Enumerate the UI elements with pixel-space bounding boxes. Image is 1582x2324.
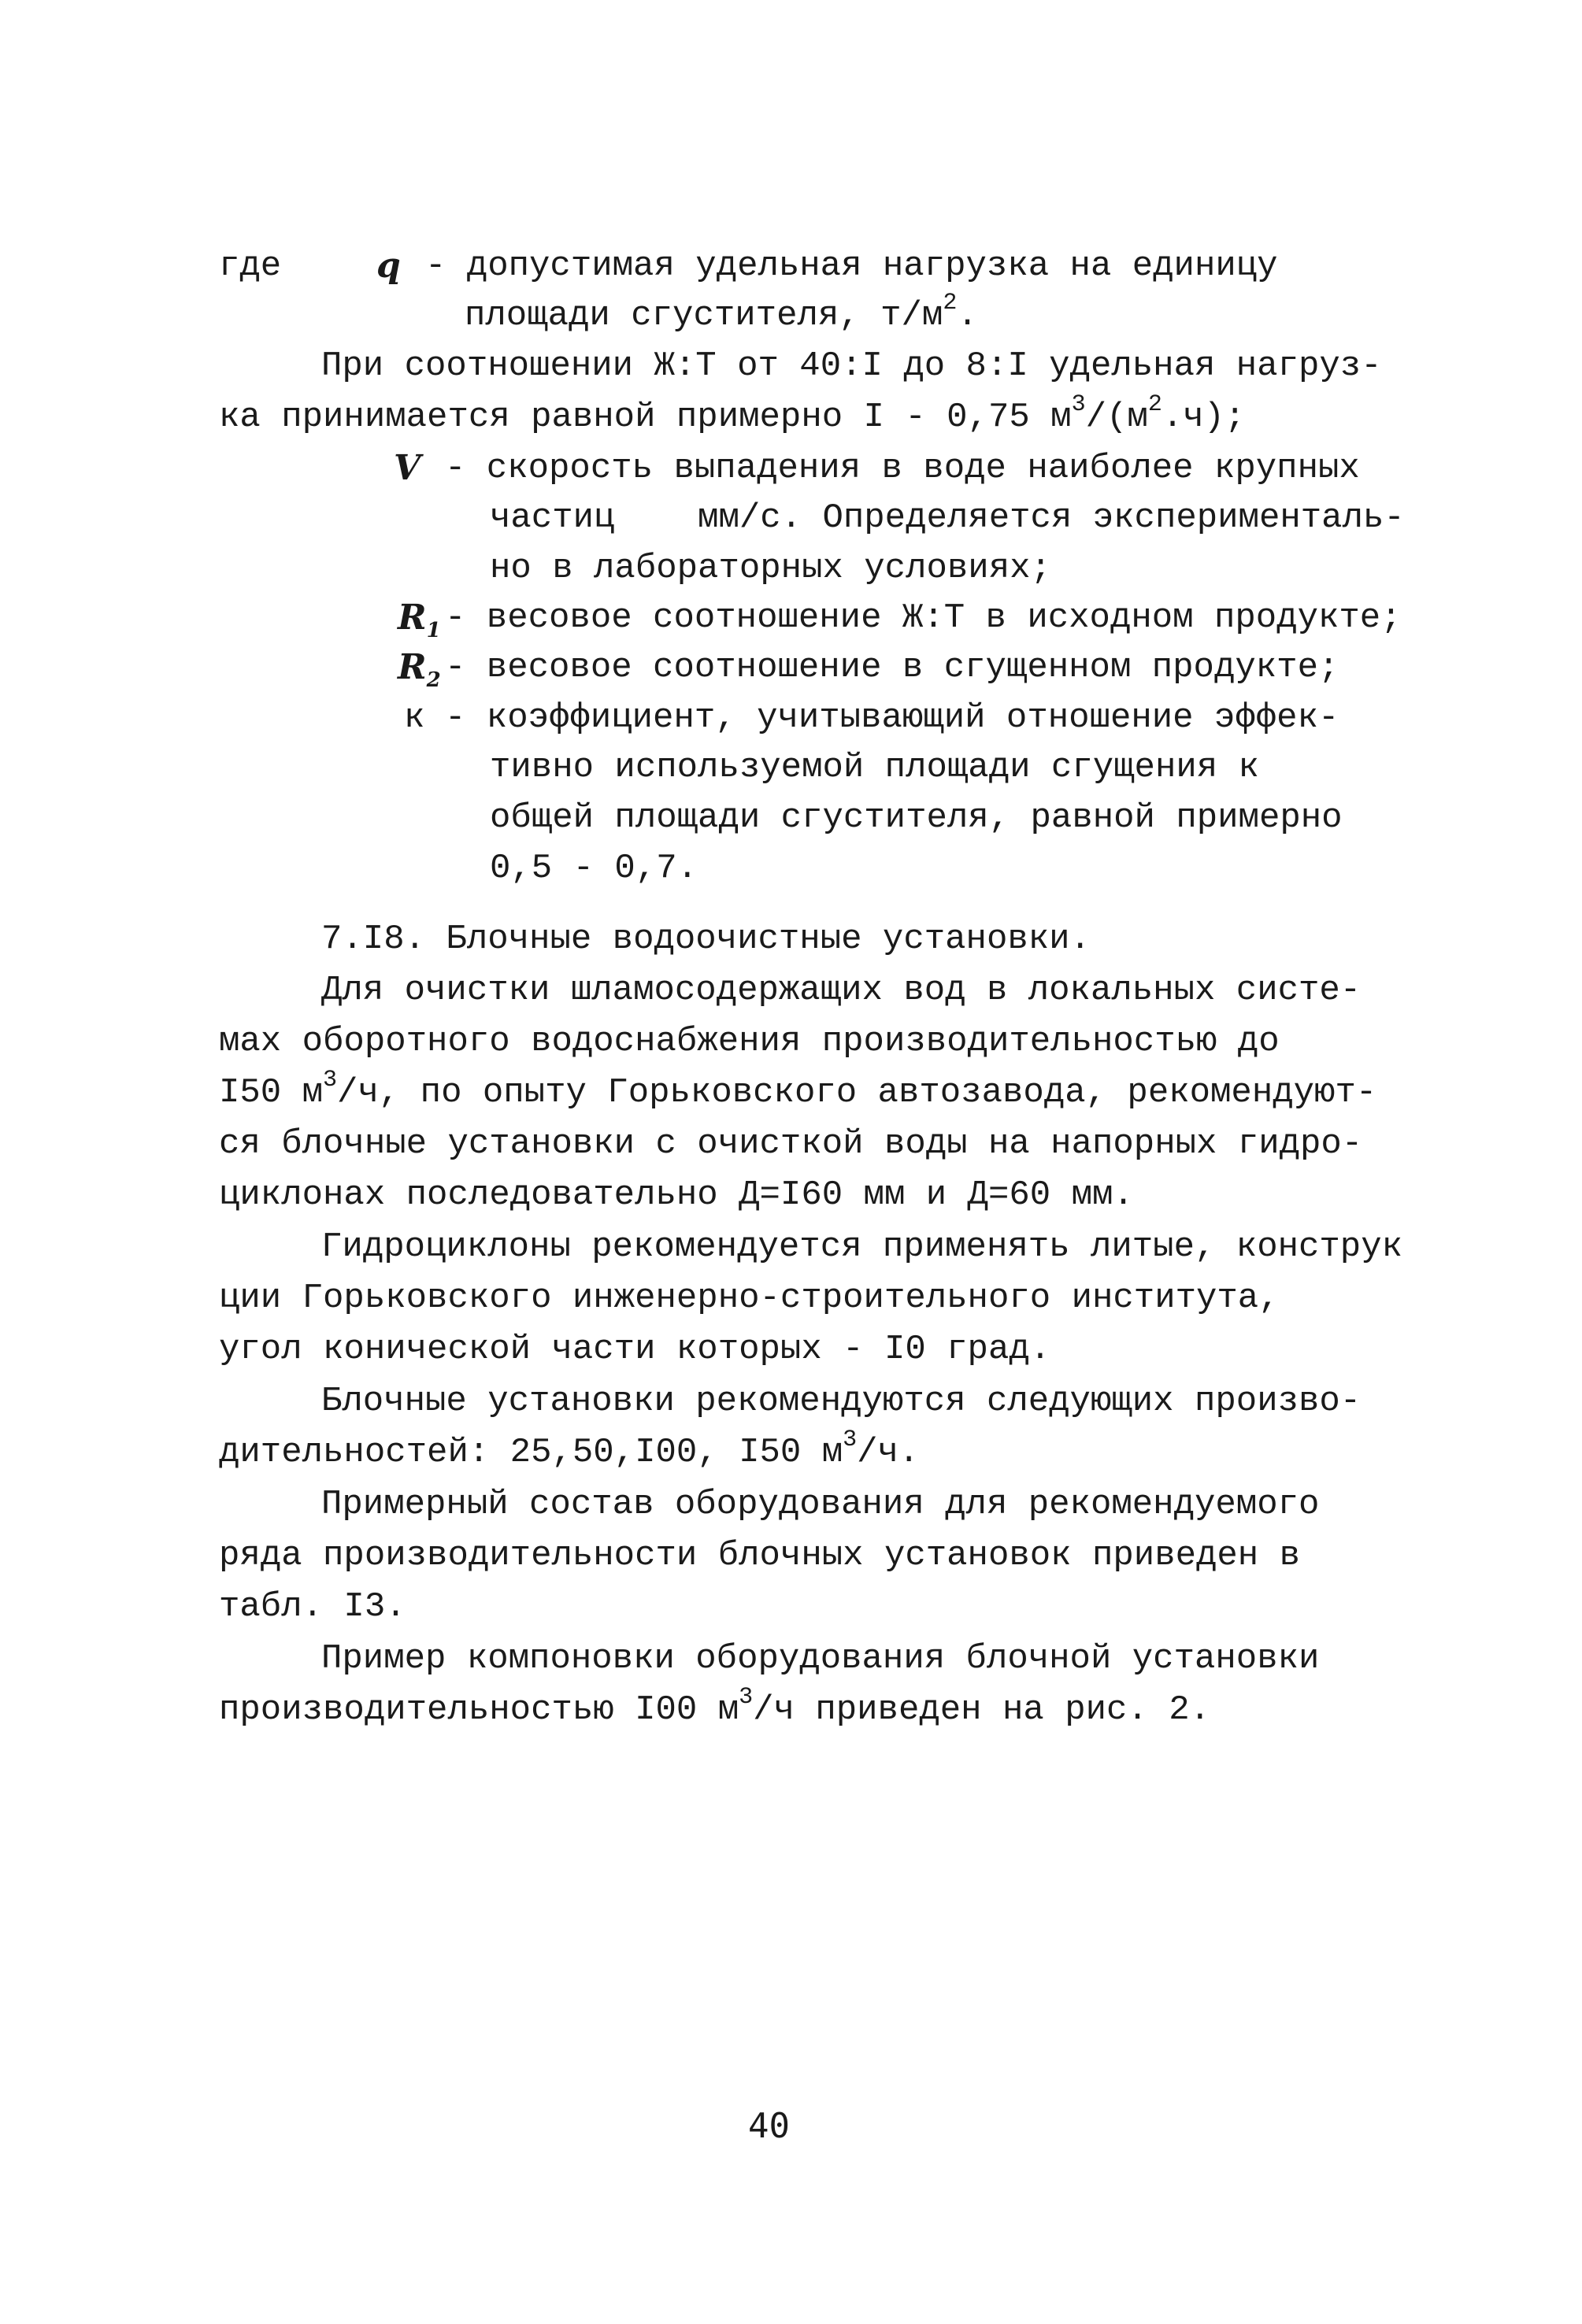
k-symbol: к: [404, 698, 425, 738]
p2-line-1: Гидроциклоны рекомендуется применять литые, конструк: [321, 1227, 1403, 1267]
p1-line-5: циклонах последовательно Д=I60 мм и Д=60 мм.: [219, 1175, 1134, 1215]
q-definition-cont: площади сгустителя, $т/м^2$.: [465, 290, 978, 335]
v-definition-3: но в лабораторных условиях;: [490, 549, 1051, 588]
r2-symbol: $R_2$: [398, 647, 441, 692]
r1-symbol: $R_1$: [398, 598, 441, 642]
r1-definition: - весовое соотношение Ж:Т в исходном продукте;: [445, 598, 1402, 638]
k-definition-4: 0,5 - 0,7.: [490, 849, 698, 888]
k-definition-2: тивно используемой площади сгущения к: [490, 748, 1259, 787]
p2-line-3: угол конической части которых - I0 град.: [219, 1330, 1051, 1369]
v-definition-1: - скорость выпадения в воде наиболее крупных: [445, 449, 1360, 488]
v-symbol: V: [394, 448, 421, 488]
v-definition-2: частиц мм/с. Определяется эксперименталь-: [490, 498, 1405, 538]
p1-line-2: мах оборотного водоснабжения производительностью до: [219, 1022, 1280, 1061]
p5-line-1: Пример компоновки оборудования блочной установки: [321, 1639, 1320, 1678]
p3-line-1: Блочные установки рекомендуются следующих произво-: [321, 1382, 1362, 1421]
ratio-line-1: При соотношении Ж:Т от 40:I до 8:I удельная нагруз-: [321, 346, 1382, 386]
where-label: где: [219, 246, 282, 286]
p3-line-2: дительностей: 25,50,I00, I50 $м^3/ч$.: [219, 1427, 920, 1472]
k-definition-3: общей площади сгустителя, равной примерно: [490, 798, 1343, 838]
p1-line-3: I50 $м^3/ч$, по опыту Горьковского автозавода, рекомендуют-: [219, 1067, 1377, 1112]
section-heading: 7.I8. Блочные водоочистные установки.: [321, 920, 1091, 959]
p4-line-3: табл. I3.: [219, 1587, 406, 1626]
p2-line-2: ции Горьковского инженерно-строительного института,: [219, 1279, 1280, 1318]
q-definition: - допустимая удельная нагрузка на единицу: [425, 246, 1278, 286]
r2-definition: - весовое соотношение в сгущенном продукте;: [445, 648, 1339, 687]
p5-line-2: производительностью I00 $м^3/ч$ приведен на рис. 2.: [219, 1684, 1211, 1730]
page-number: 40: [748, 2106, 790, 2146]
p4-line-1: Примерный состав оборудования для рекомендуемого: [321, 1485, 1320, 1524]
k-definition-1: - коэффициент, учитывающий отношение эффек-: [445, 698, 1339, 738]
p1-line-1: Для очистки шламосодержащих вод в локальных систе-: [321, 971, 1362, 1010]
p1-line-4: ся блочные установки с очисткой воды на напорных гидро-: [219, 1124, 1363, 1164]
p4-line-2: ряда производительности блочных установок приведен в: [219, 1536, 1301, 1575]
ratio-line-2: ка принимается равной примерно I - 0,75 $м^3/(м^2.ч)$;: [219, 391, 1246, 437]
q-symbol: q: [376, 246, 401, 286]
